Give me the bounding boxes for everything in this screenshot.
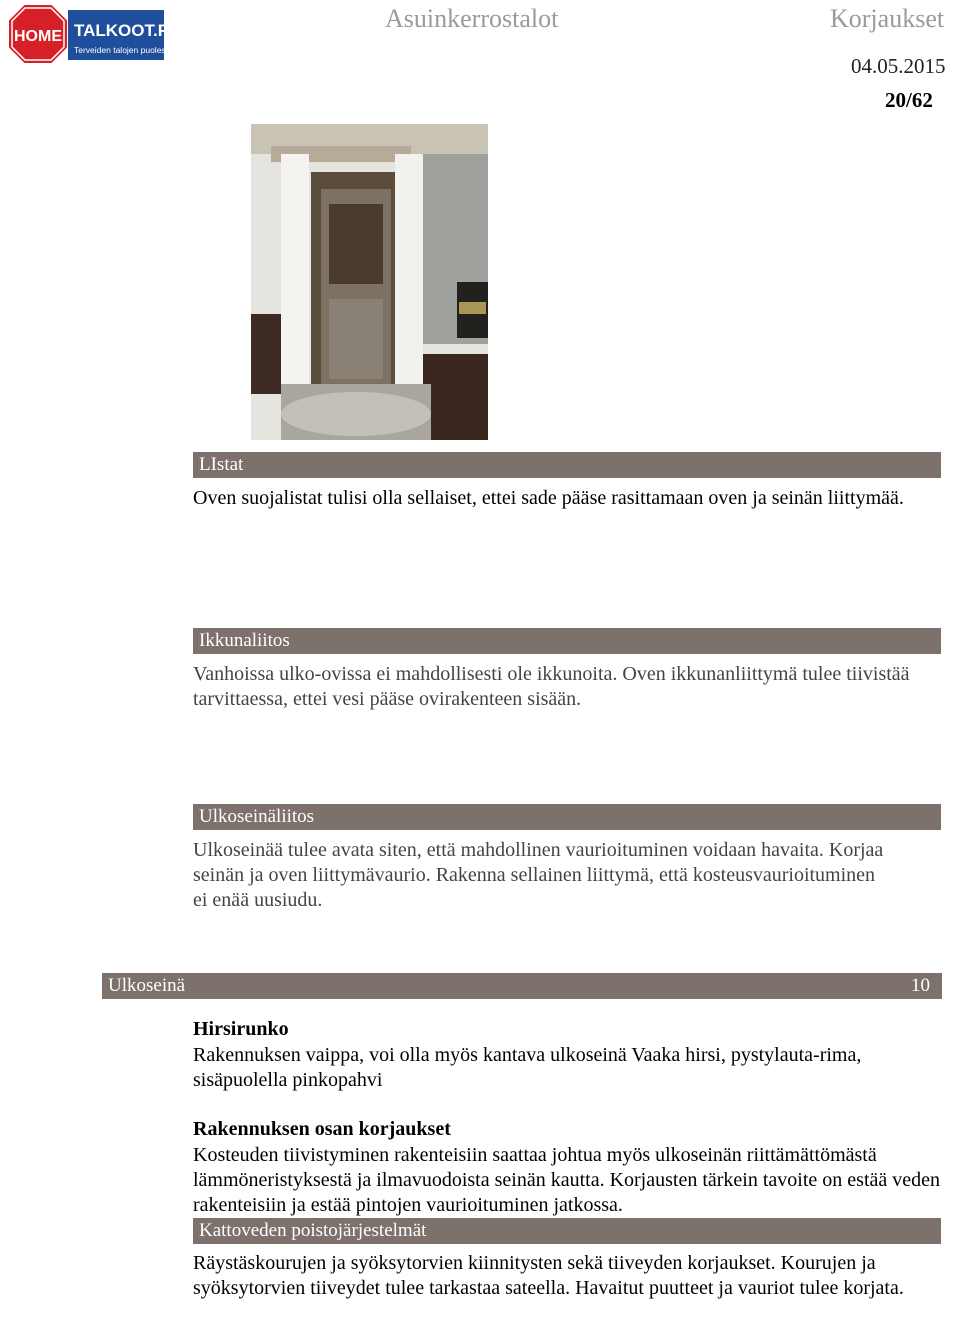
- header-date: 04.05.2015: [851, 54, 946, 78]
- section-title-ikkunaliitos: Ikkunaliitos: [199, 630, 290, 651]
- korjaukset-heading: Rakennuksen osan korjaukset: [193, 1118, 451, 1140]
- logo-home-text: HOME: [14, 28, 62, 45]
- door-photo: [251, 124, 488, 440]
- section-title-listat: LIstat: [199, 454, 244, 475]
- logo-tagline: Terveiden talojen puolesta: [74, 45, 166, 55]
- header-category: Asuinkerrostalot: [385, 4, 559, 33]
- header-subject: Korjaukset: [830, 4, 945, 33]
- hometalkoot-logo: [6, 2, 166, 66]
- section-bar-ulkoseina: [102, 973, 942, 999]
- section-text-ikkunaliitos: Vanhoissa ulko-ovissa ei mahdollisesti ole ikkunoita. Oven ikkunanliittymä tulee tiivistää tarvittaessa, ettei vesi pääse ovirakenteen sisään.: [193, 663, 910, 710]
- logo-brand-text: TALKOOT.FI: [74, 21, 166, 40]
- section-bar-ikkunaliitos: [193, 628, 941, 654]
- section-title-kattovesi: Kattoveden poistojärjestelmät: [199, 1220, 427, 1241]
- section-title-ulkoseinaliitos: Ulkoseinäliitos: [199, 806, 315, 827]
- section-bar-kattovesi: [193, 1218, 941, 1244]
- section-text-ulkoseinaliitos: Ulkoseinää tulee avata siten, että mahdollinen vaurioituminen voidaan havaita. Korjaa seinän ja oven liittymävaurio. Rakenna sellainen liittymä, että kosteusvaurioituminen ei enää uusiudu.: [193, 839, 884, 911]
- korjaukset-text: Kosteuden tiivistyminen rakenteisiin saattaa johtua myös ulkoseinän riittämättömästä lämmöneristyksestä ja ilmavuodoista seinän kautta. Korjausten tärkein tavoite on estää veden rakenteisiin ja estää pintojen vaurioituminen jatkossa.: [193, 1144, 941, 1216]
- section-bar-ulkoseinaliitos: [193, 804, 941, 830]
- hirsirunko-text: Rakennuksen vaippa, voi olla myös kantava ulkoseinä Vaaka hirsi, pystylauta-rima, sisäpuolella pinkopahvi: [193, 1044, 862, 1091]
- section-text-listat: Oven suojalistat tulisi olla sellaiset, ettei sade pääse rasittamaan oven ja seinän liittymää.: [193, 487, 904, 509]
- section-title-ulkoseina: Ulkoseinä: [108, 975, 186, 996]
- page-number: 20/62: [885, 88, 933, 112]
- section-number-ulkoseina: 10: [911, 975, 930, 996]
- section-text-kattovesi: Räystäskourujen ja syöksytorvien kiinnitysten sekä tiiveyden korjaukset. Kourujen ja syöksytorvien tiiveydet tulee tarkastaa sateella. Havaitut puutteet ja vauriot tulee korjata.: [193, 1252, 904, 1299]
- hirsirunko-heading: Hirsirunko: [193, 1018, 289, 1040]
- section-bar-listat: [193, 452, 941, 478]
